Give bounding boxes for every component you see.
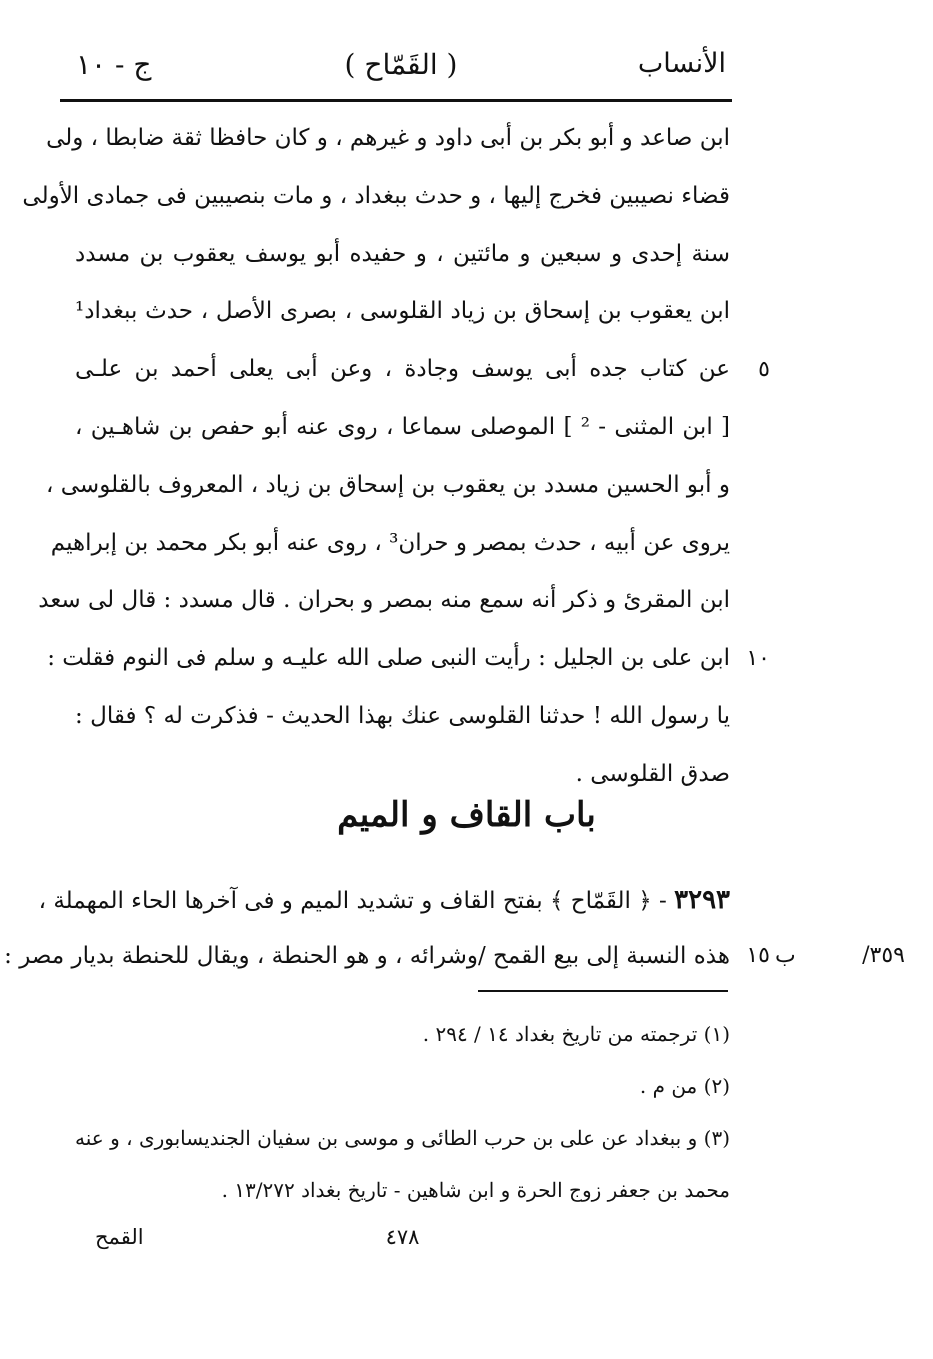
running-header (76, 48, 726, 88)
line-number: ١٠ (746, 646, 770, 672)
entry-heading-text: - ﴿ القَمّاح ﴾ بفتح القاف و تشديد الميم و فى آخرها الحاء المهملة ، (38, 888, 667, 914)
footnotes (75, 1008, 730, 1216)
line-number: ١٥ (746, 943, 770, 968)
text-line: يا رسول الله ! حدثنا القلوسى عنك بهذا الحديث - فذكرت له ؟ فقال : (75, 702, 730, 729)
text-line: ابن يعقوب بن إسحاق بن زياد القلوسى ، بصرى الأصل ، حدث ببغداد¹ (75, 298, 730, 325)
page-number: ٤٧٨ (385, 1225, 420, 1249)
text-line: ابن على بن الجليل : رأيت النبى صلى الله عليـه و سلم فى النوم فقلت : (47, 645, 730, 672)
entry-3293 (4, 872, 905, 984)
text-line: عن كتاب جده أبى يوسف وجادة ، وعن أبى يعلى أحمد بن علـى (75, 356, 730, 383)
footnote-3-cont: محمد بن جعفر زوج الحرة و ابن شاهين - تاريخ بغداد ١٣/٢٧٢ . (221, 1178, 730, 1202)
line-number: ٥ (758, 357, 770, 383)
text-line: و أبو الحسين مسدد بن يعقوب بن إسحاق بن زياد ، المعروف بالقلوسى ، (46, 471, 730, 498)
footnote-1: (١) ترجمته من تاريخ بغداد ١٤ / ٢٩٤ . (422, 1022, 730, 1046)
page-footer (75, 1225, 730, 1265)
text-line-10 (47, 630, 770, 688)
section-heading: باب القاف و الميم (337, 795, 596, 835)
text-line: [ ابن المثنى - ² ] الموصلى سماعا ، روى عنه أبو حفص بن شاهـين ، (75, 413, 730, 440)
text-line: سنة إحدى و سبعين و مائتين ، و حفيده أبو يوسف يعقوب بن مسدد (75, 240, 730, 267)
entry-line-1 (38, 872, 730, 928)
book-title: الأنساب (637, 48, 726, 79)
footnote-rule (478, 990, 728, 992)
header-rule (60, 99, 732, 102)
entry-line-2 (4, 928, 905, 984)
text-line: قضاء نصيبين فخرج إليها ، و حدث ببغداد ، و مات بنصيبين فى جمادى الأولى (22, 182, 730, 209)
entry-text: هذه النسبة إلى بيع القمح /وشرائه ، و هو الحنطة ، ويقال للحنطة بديار مصر : (4, 943, 730, 969)
signature-mark: القمح (95, 1225, 144, 1249)
main-text (22, 110, 770, 804)
folio-marker: ٣٥٩/ ب (775, 943, 905, 968)
volume-number: ج - ١٠ (76, 48, 152, 81)
entry-title: ( القَمّاح ) (344, 48, 458, 81)
text-line-5 (75, 341, 770, 399)
footnote-2: (٢) من م . (639, 1074, 730, 1098)
entry-number: ٣٢٩٣ (674, 885, 730, 915)
text-line: ابن المقرئ و ذكر أنه سمع منه بمصر و بحران . قال مسدد : قال لى سعد (38, 587, 730, 614)
footnote-3: (٣) و ببغداد عن على بن حرب الطائى و موسى بن سفيان الجنديسابورى ، و عنه (75, 1126, 730, 1150)
text-line: يروى عن أبيه ، حدث بمصر و حران³ ، روى عنه أبو بكر محمد بن إبراهيم (50, 529, 730, 556)
text-line: صدق القلوسى . (575, 760, 730, 787)
text-line: ابن صاعد و أبو بكر بن أبى داود و غيرهم ، و كان حافظا ثقة ضابطا ، ولى (46, 125, 730, 151)
